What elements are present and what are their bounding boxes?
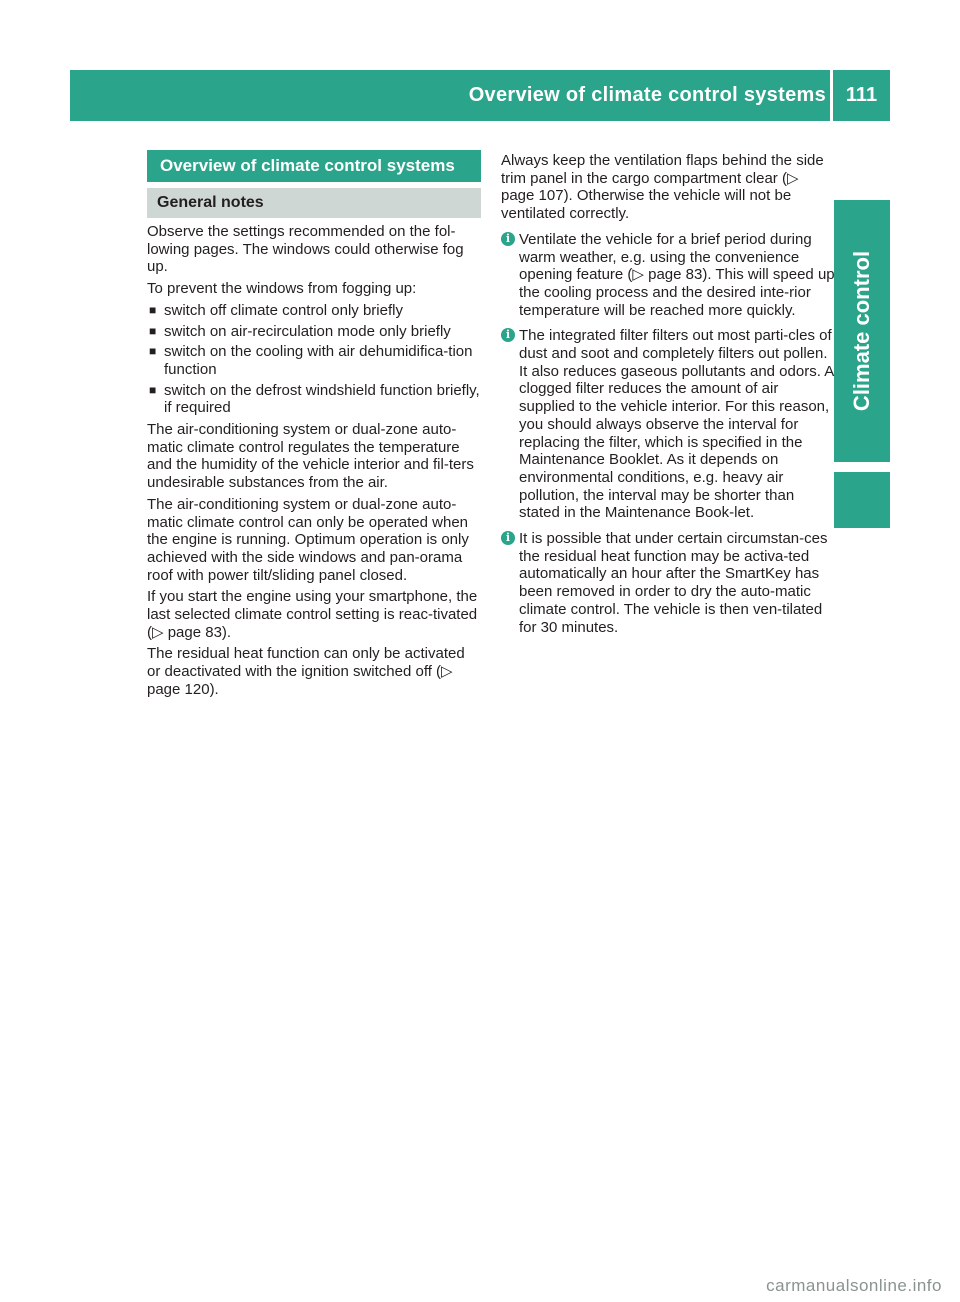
info-icon: i (501, 328, 515, 342)
bullet-list (147, 302, 481, 417)
left-column (147, 150, 481, 703)
list-item: ■ switch on air-recirculation mode only briefly (149, 322, 451, 340)
info-icon: i (501, 531, 515, 545)
footer-watermark: carmanualsonline.info (766, 1276, 942, 1295)
chapter-tab-label: Climate control (849, 250, 874, 412)
bullet-icon: ■ (149, 323, 157, 338)
info-note: i It is possible that under certain circumstan-ces the residual heat function may be activa-ted automatically an hour after the SmartKey has been removed in order to dry the auto-matic climate control. The vehicle is then ven-tilated for 30 minutes. (501, 530, 835, 636)
paragraph: To prevent the windows from fogging up: (147, 280, 417, 298)
paragraph: The residual heat function can only be activated or deactivated with the ignition switched off (▷ page 120). (147, 645, 465, 698)
right-column (501, 152, 835, 644)
info-note: i Ventilate the vehicle for a brief period during warm weather, e.g. using the convenience opening feature (▷ page 83). This will speed up the cooling process and the desired inte-rior temperature will be reached more quickly. (501, 231, 835, 320)
paragraph: Observe the settings recommended on the fol-lowing pages. The windows could otherwise fog up. (147, 223, 464, 276)
paragraph: If you start the engine using your smartphone, the last selected climate control setting is reac-tivated (▷ page 83). (147, 588, 478, 641)
paragraph: Always keep the ventilation flaps behind the side trim panel in the cargo compartment clear (▷ page 107). Otherwise the vehicle will not be ventilated correctly. (501, 152, 824, 223)
bullet-icon: ■ (149, 382, 157, 397)
info-note: i The integrated filter filters out most parti-cles of dust and soot and completely filters out pollen. It also reduces gaseous pollutants and odors. A clogged filter reduces the amount of air supplied to the vehicle interior. For this reason, you should always observe the interval for replacing the filter, which is specified in the Maintenance Booklet. As it depends on environmental conditions, e.g. heavy air pollution, the interval may be shorter than stated in the Maintenance Book-let. (501, 327, 835, 522)
list-item: ■ switch off climate control only briefly (149, 301, 403, 319)
paragraph: The air-conditioning system or dual-zone auto-matic climate control regulates the temperature and the humidity of the vehicle interior and fil-ters undesirable substances from the air. (147, 421, 474, 492)
sub-heading: General notes (147, 188, 481, 218)
bullet-icon: ■ (149, 344, 157, 359)
header-title: Overview of climate control systems (468, 84, 826, 106)
page-number: 111 (845, 84, 878, 106)
section-heading: Overview of climate control systems (147, 150, 481, 182)
chapter-marker (834, 472, 890, 528)
list-item: ■ switch on the cooling with air dehumidifica-tion function (149, 343, 473, 378)
bullet-icon: ■ (149, 302, 157, 317)
paragraph: The air-conditioning system or dual-zone auto-matic climate control can only be operated when the engine is running. Optimum operation is only achieved with the side windows and pan-orama roof with power tilt/sliding panel closed. (147, 495, 469, 584)
info-icon: i (501, 232, 515, 246)
list-item: ■ switch on the defrost windshield function briefly, if required (149, 381, 480, 417)
